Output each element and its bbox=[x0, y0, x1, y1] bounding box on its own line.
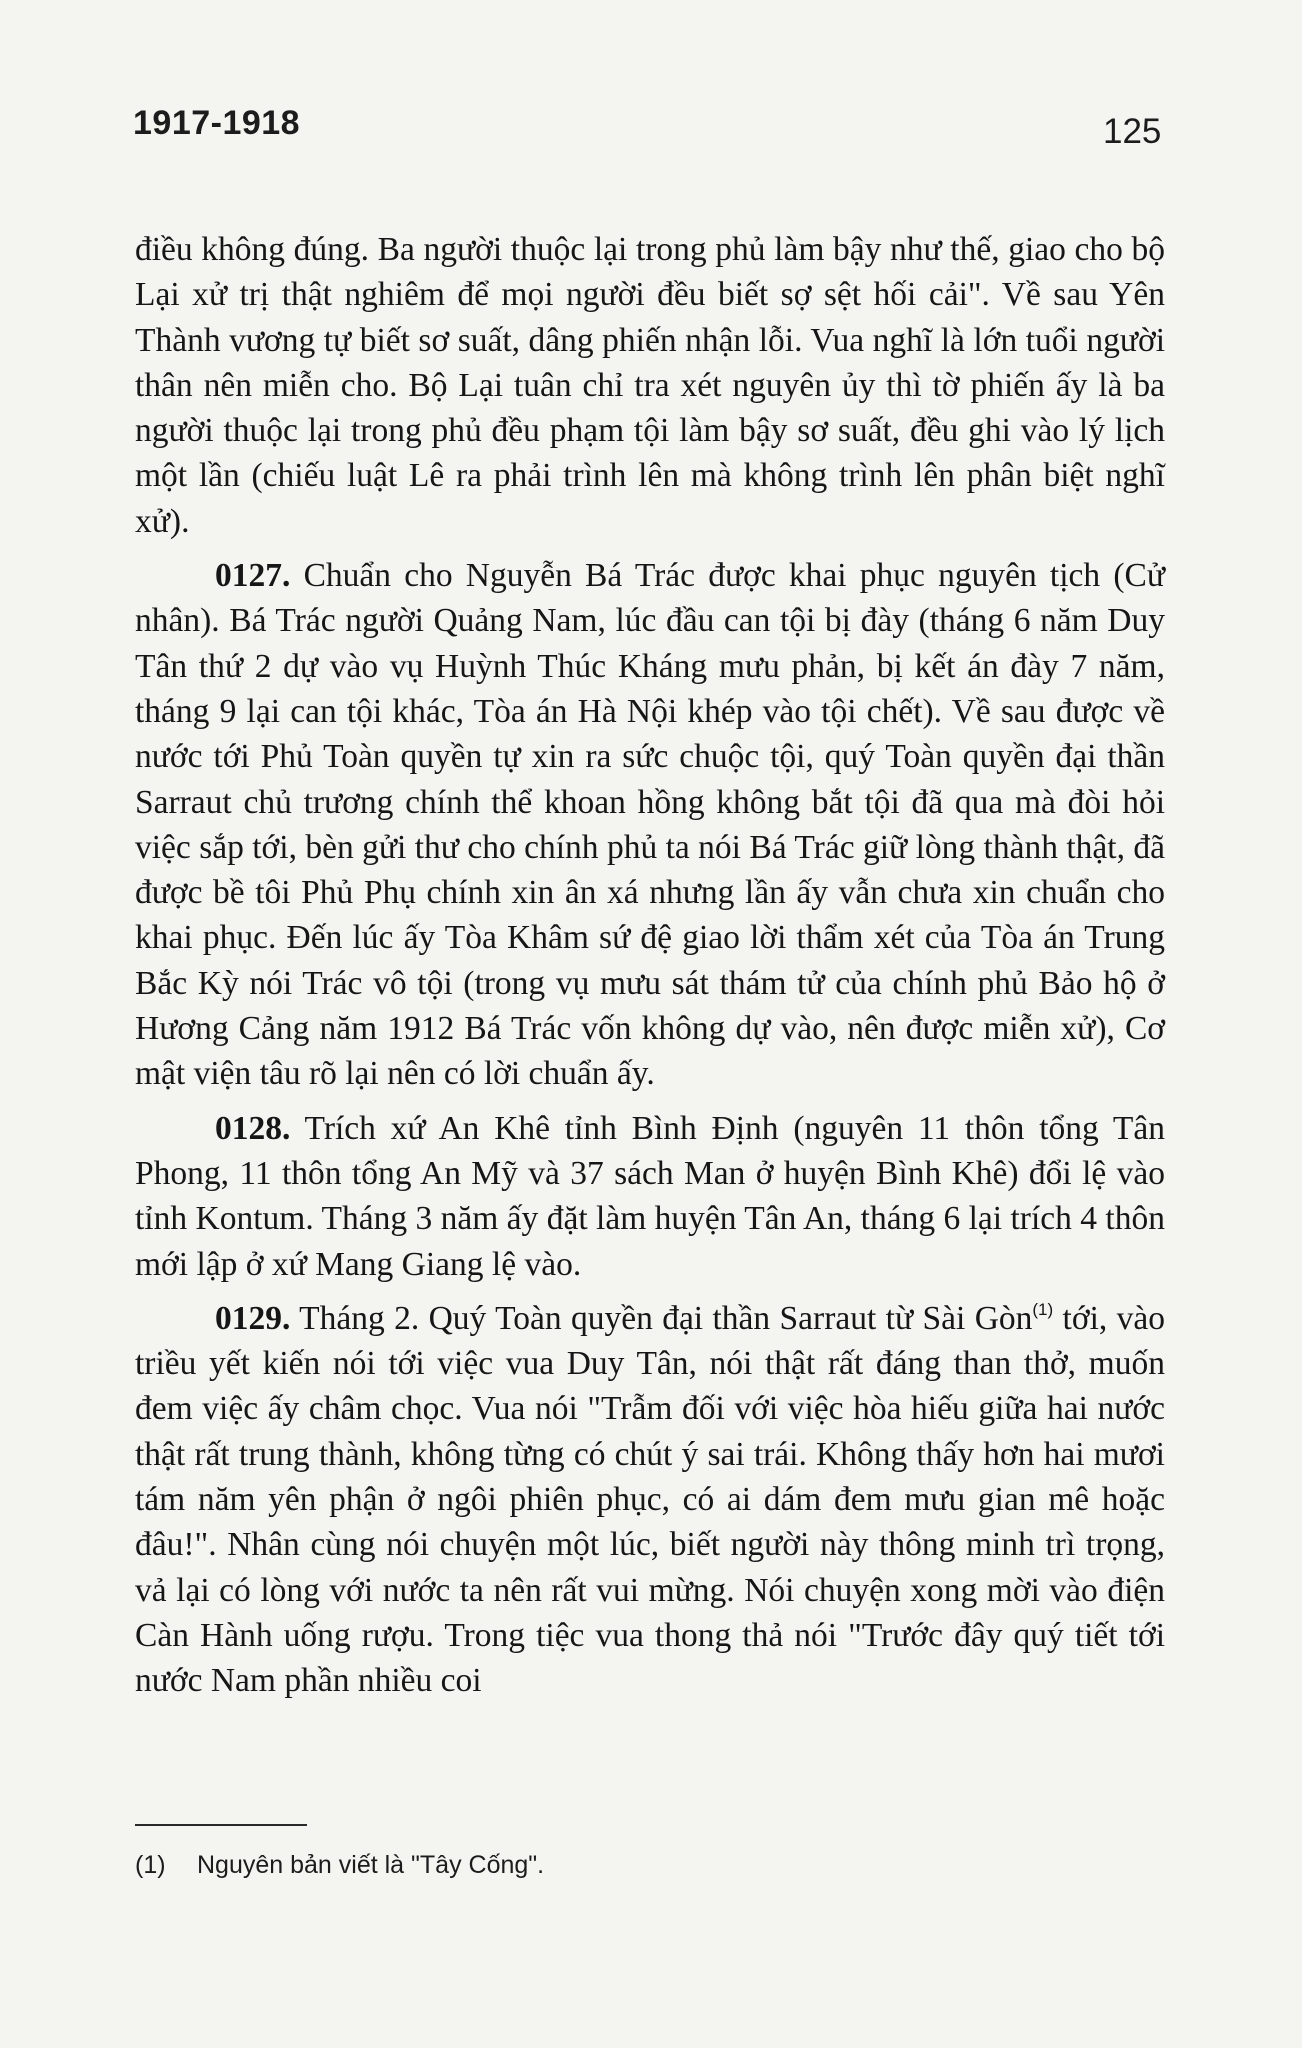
entry-number: 0128. bbox=[215, 1109, 291, 1147]
paragraph-continued bbox=[135, 227, 1165, 544]
entry-0128 bbox=[135, 1106, 1165, 1287]
entry-text: Trích xứ An Khê tỉnh Bình Định (nguyên 11 thôn tổng Tân Phong, 11 thôn tổng An Mỹ và 37 sách Man ở huyện Bình Khê) đổi lệ vào tỉnh Kontum. Tháng 3 năm ấy đặt làm huyện Tân An, tháng 6 lại trích 4 thôn mới lập ở xứ Mang Giang lệ vào. bbox=[135, 1109, 1165, 1283]
footnote-reference: (1) bbox=[1032, 1299, 1054, 1319]
entry-0127 bbox=[135, 553, 1165, 1097]
page-number: 125 bbox=[1103, 112, 1162, 151]
entry-text: Tháng 2. Quý Toàn quyền đại thần Sarraut từ Sài Gòn bbox=[290, 1299, 1033, 1337]
footnote-divider bbox=[135, 1824, 307, 1826]
entry-0129 bbox=[135, 1296, 1165, 1704]
paragraph-text: điều không đúng. Ba người thuộc lại trong phủ làm bậy như thế, giao cho bộ Lại xử trị thật nghiêm để mọi người đều biết sợ sệt hối cải". Về sau Yên Thành vương tự biết sơ suất, dâng phiến nhận lỗi. Vua nghĩ là lớn tuổi người thân nên miễn cho. Bộ Lại tuân chỉ tra xét nguyên ủy thì tờ phiến ấy là ba người thuộc lại trong phủ đều phạm tội làm bậy sơ suất, đều ghi vào lý lịch một lần (chiếu luật Lê ra phải trình lên mà không trình lên phân biệt nghĩ xử). bbox=[135, 231, 1165, 540]
entry-number: 0129. bbox=[215, 1299, 291, 1337]
footnote-text: Nguyên bản viết là "Tây Cống". bbox=[197, 1851, 545, 1879]
footnote-mark: (1) bbox=[135, 1851, 166, 1879]
running-title: 1917-1918 bbox=[133, 104, 301, 142]
entry-number: 0127. bbox=[215, 557, 291, 595]
entry-text-continued: tới, vào triều yết kiến nói tới việc vua Duy Tân, nói thật rất đáng than thở, muốn đem việc ấy châm chọc. Vua nói "Trẫm đối với việc hòa hiếu giữa hai nước thật rất trung thành, không từng có chút ý sai trái. Không thấy hơn hai mươi tám năm yên phận ở ngôi phiên phục, có ai dám đem mưu gian mê hoặc đâu!". Nhân cùng nói chuyện một lúc, biết người này thông minh trì trọng, vả lại có lòng với nước ta nên rất vui mừng. Nói chuyện xong mời vào điện Càn Hành uống rượu. Trong tiệc vua thong thả nói "Trước đây quý tiết tới nước Nam phần nhiều coi bbox=[135, 1299, 1166, 1700]
entry-text: Chuẩn cho Nguyễn Bá Trác được khai phục nguyên tịch (Cử nhân). Bá Trác người Quảng Nam, lúc đầu can tội bị đày (tháng 6 năm Duy Tân thứ 2 dự vào vụ Huỳnh Thúc Kháng mưu phản, bị kết án đày 7 năm, tháng 9 lại can tội khác, Tòa án Hà Nội khép vào tội chết). Về sau được về nước tới Phủ Toàn quyền tự xin ra sức chuộc tội, quý Toàn quyền đại thần Sarraut chủ trương chính thể khoan hồng không bắt tội đã qua mà đòi hỏi việc sắp tới, bèn gửi thư cho chính phủ ta nói Bá Trác giữ lòng thành thật, đã được bề tôi Phủ Phụ chính xin ân xá nhưng lần ấy vẫn chưa xin chuẩn cho khai phục. Đến lúc ấy Tòa Khâm sứ đệ giao lời thẩm xét của Tòa án Trung Bắc Kỳ nói Trác vô tội (trong vụ mưu sát thám tử của chính phủ Bảo hộ ở Hương Cảng năm 1912 Bá Trác vốn không dự vào, nên được miễn xử), Cơ mật viện tâu rõ lại nên có lời chuẩn ấy. bbox=[135, 557, 1165, 1093]
footnote bbox=[135, 1851, 544, 1880]
body-text bbox=[135, 227, 1165, 1704]
